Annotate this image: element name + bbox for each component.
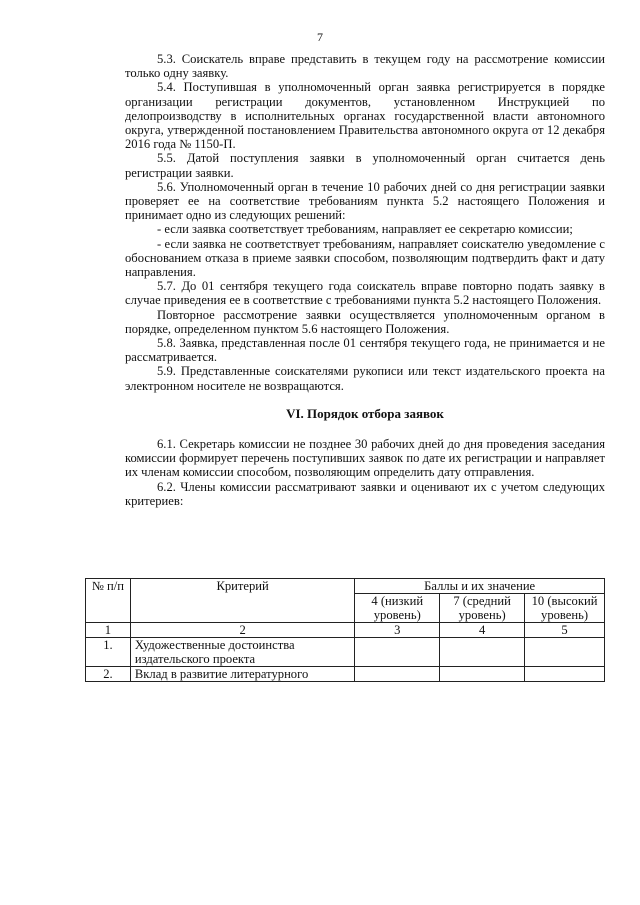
paragraph-5-6: 5.6. Уполномоченный орган в течение 10 рабочих дней со дня регистрации заявки проверяет ее на соответствие требованиям пункта 5.2 настоящего Положения и принимает одно из следующих решений: bbox=[125, 179, 605, 223]
criteria-table bbox=[85, 578, 605, 682]
paragraph-6-2: 6.2. Члены комиссии рассматривают заявки и оценивают их с учетом следующих критериев: bbox=[125, 479, 605, 508]
paragraph-5-8: 5.8. Заявка, представленная после 01 сентября текущего года, не принимается и не рассматривается. bbox=[125, 336, 605, 365]
table-column-numbers-row bbox=[86, 623, 605, 638]
paragraph-5-3: 5.3. Соискатель вправе представить в текущем году на рассмотрение комиссии только одну заявку. bbox=[125, 52, 605, 81]
score-cell bbox=[525, 638, 605, 667]
score-cell bbox=[440, 667, 525, 682]
score-level-high: 10 (высокий уровень) bbox=[525, 594, 605, 623]
table-row bbox=[86, 638, 605, 667]
column-number: 5 bbox=[525, 623, 605, 638]
page-number: 7 bbox=[317, 30, 323, 44]
score-level-medium: 7 (средний уровень) bbox=[440, 594, 525, 623]
document-body bbox=[125, 52, 605, 508]
paragraph-5-4: 5.4. Поступившая в уполномоченный орган заявка регистрируется в порядке организации регистрации документов, установленном Инструкцией по делопроизводству в исполнительных органах государственной власти автономного округа, утвержденной постановлением Правительства автономного округа от 12 декабря 2016 года № 1150-П. bbox=[125, 80, 605, 152]
paragraph-5-6-option-1: - если заявка соответствует требованиям, направляет ее секретарю комиссии; bbox=[157, 222, 573, 237]
paragraph-5-7-repeat: Повторное рассмотрение заявки осуществляется уполномоченным органом в порядке, определенном пунктом 5.6 настоящего Положения. bbox=[125, 307, 605, 336]
column-header-criterion: Критерий bbox=[130, 579, 354, 623]
score-cell bbox=[355, 667, 440, 682]
paragraph-5-5: 5.5. Датой поступления заявки в уполномоченный орган считается день регистрации заявки. bbox=[125, 151, 605, 180]
section-title: VI. Порядок отбора заявок bbox=[286, 405, 444, 421]
paragraph-5-9: 5.9. Представленные соискателями рукописи или текст издательского проекта на электронном носителе не возвращаются. bbox=[125, 364, 605, 393]
table-row bbox=[86, 667, 605, 682]
paragraph-5-6-option-2: - если заявка не соответствует требованиям, направляет соискателю уведомление с обоснованием отказа в приеме заявки способом, позволяющим подтвердить факт и дату направления. bbox=[125, 236, 605, 280]
table-header-row bbox=[86, 579, 605, 594]
score-cell bbox=[525, 667, 605, 682]
score-cell bbox=[355, 638, 440, 667]
column-number: 2 bbox=[130, 623, 354, 638]
column-number: 1 bbox=[86, 623, 131, 638]
row-number: 2. bbox=[86, 667, 131, 682]
score-cell bbox=[440, 638, 525, 667]
row-number: 1. bbox=[86, 638, 131, 667]
score-level-low: 4 (низкий уровень) bbox=[355, 594, 440, 623]
criterion-cell: Вклад в развитие литературного bbox=[130, 667, 354, 682]
column-header-no: № п/п bbox=[86, 579, 131, 623]
paragraph-5-7: 5.7. До 01 сентября текущего года соискатель вправе повторно подать заявку в случае приведения ее в соответствие с требованиями пункта 5.2 настоящего Положения. bbox=[125, 279, 605, 308]
paragraph-6-1: 6.1. Секретарь комиссии не позднее 30 рабочих дней до дня проведения заседания комиссии формирует перечень поступивших заявок по дате их регистрации и направляет их членам комиссии способом, позволяющим определить дату отправления. bbox=[125, 437, 605, 480]
column-header-scores: Баллы и их значение bbox=[355, 579, 605, 594]
column-number: 3 bbox=[355, 623, 440, 638]
column-number: 4 bbox=[440, 623, 525, 638]
criterion-cell: Художественные достоинства издательского проекта bbox=[130, 638, 354, 667]
